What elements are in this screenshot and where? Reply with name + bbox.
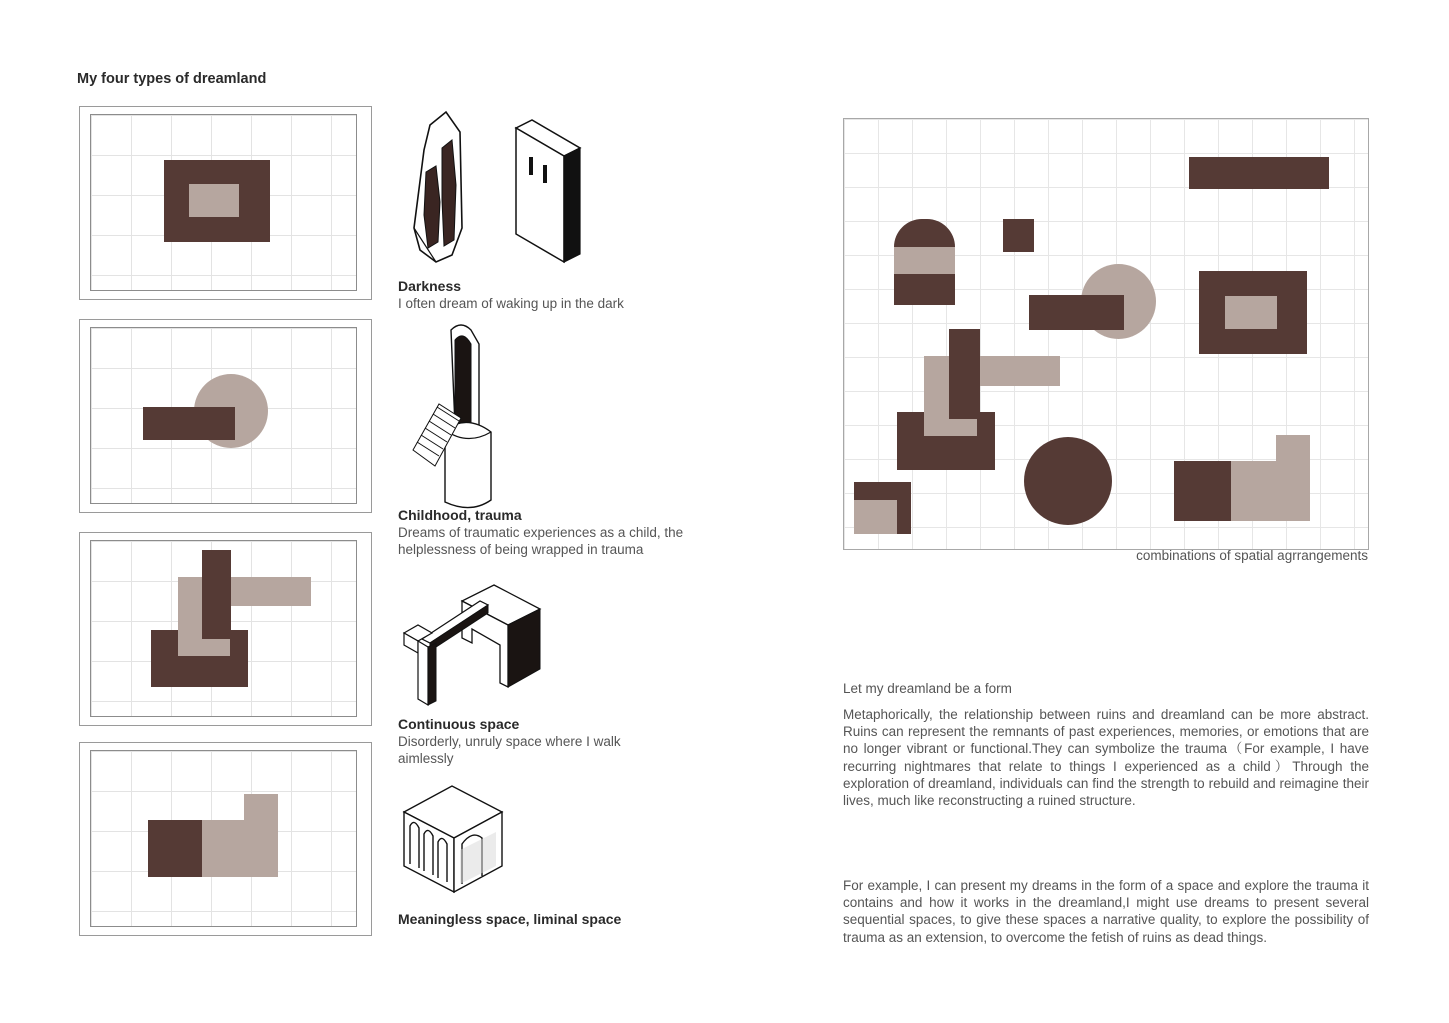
light-step-block [1230,461,1310,521]
dark-arch-base [894,274,955,305]
dark-bar [1029,295,1124,330]
section-paragraph-2: For example, I can present my dreams in the form of a space and explore the trauma it contains and how it works in the dreamland,I might use dreams to present several sequential spaces, to give these spaces a narrative quality, to explore the possibility of trauma as an extension, to overcome the fetish of ruins as dead things. [843,878,1369,945]
plan-frame-childhood [79,319,372,513]
arched-cube-sketch [400,780,505,895]
plan-grid [90,327,357,504]
plan-grid [90,750,357,927]
plan-grid [90,540,357,717]
page-title: My four types of dreamland [77,71,267,87]
section-title: Let my dreamland be a form [843,681,1012,696]
plan-frame-liminal [79,742,372,936]
light-bar [229,577,311,606]
dark-top-bar [1189,157,1329,189]
light-inner-square [1225,296,1277,329]
dark-bar [143,407,235,440]
dark-block [148,820,202,877]
plan-grid [90,114,357,291]
light-l-bar [980,356,1060,386]
type-desc-childhood: Dreams of traumatic experiences as a child, the helplessness of being wrapped in trauma [398,525,684,557]
combination-canvas [843,118,1369,550]
type-title-childhood: Childhood, trauma [398,507,522,523]
type-desc-continuous: Disorderly, unruly space where I walk aimlessly [398,734,621,766]
light-square [189,184,239,217]
plan-frame-continuous [79,532,372,726]
light-block [201,820,278,877]
type-title-liminal: Meaningless space, liminal space [398,911,622,927]
plan-frame-darkness [79,106,372,300]
dark-column [202,550,231,639]
dark-arch [894,219,955,247]
light-corner-square [854,500,897,534]
type-title-continuous: Continuous space [398,716,520,732]
type-desc-darkness: I often dream of waking up in the dark [398,296,624,311]
continuous-beam-sketch [402,583,547,708]
dark-circle [1024,437,1112,525]
section-paragraph-1: Metaphorically, the relationship between ruins and dreamland can be more abstract. Ruins can represent the remnants of past experiences, memories, or emotions that are no longer vibrant or functional.They can symbolize the trauma（For example, I have recurring nightmares that relate to things I experienced as a child）Through the exploration of dreamland, individuals can find the strength to rebuild and reimagine their lives, much like reconstructing a ruined structure. [843,707,1369,809]
dark-l-column [949,329,980,419]
dark-small-square [1003,219,1034,252]
combination-caption: combinations of spatial agrrangements [1136,548,1368,563]
staircase-tower-sketch [405,322,505,512]
type-title-darkness: Darkness [398,278,462,294]
dark-step-block [1174,461,1231,521]
dark-monolith-sketch [402,110,587,270]
